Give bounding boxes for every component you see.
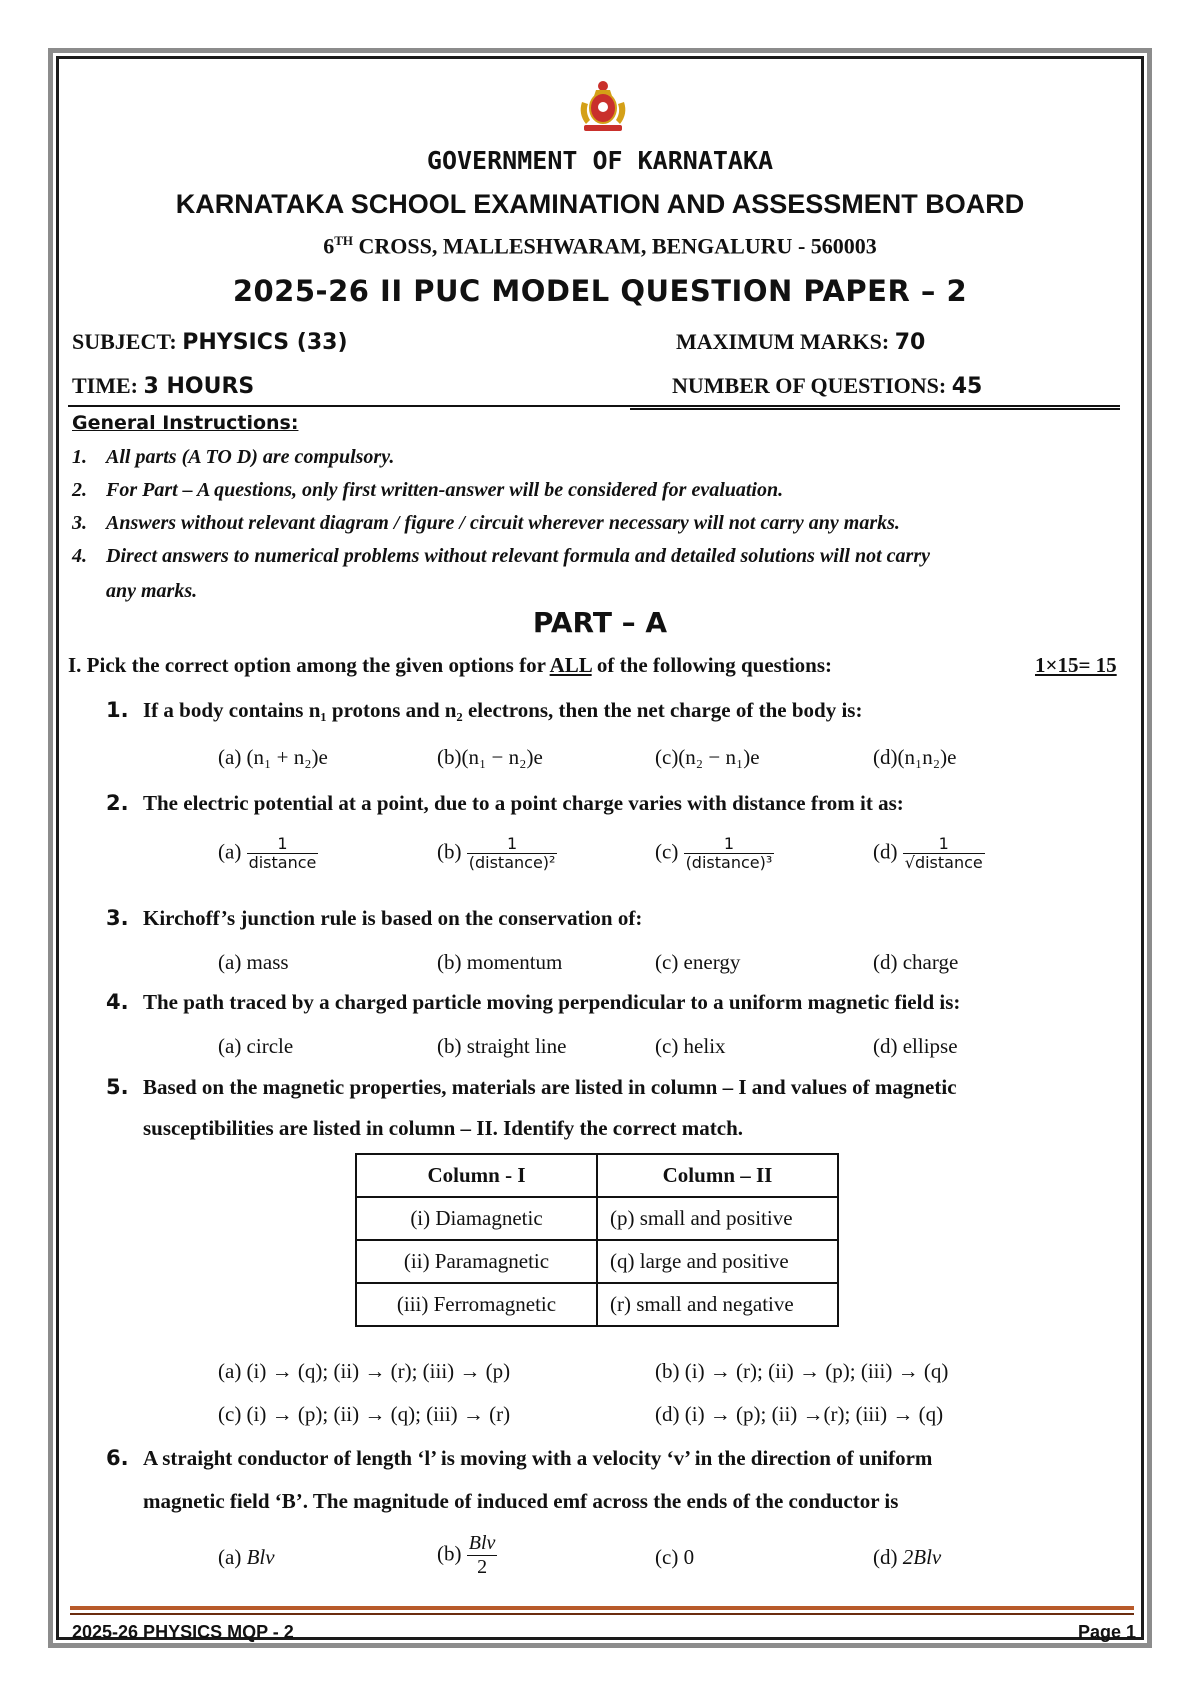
option-b: (b)(n₁ − n₂)e bbox=[437, 745, 543, 769]
table-header: Column – II bbox=[597, 1154, 838, 1197]
board-address: 6TH CROSS, MALLESHWARAM, BENGALURU - 560003 bbox=[323, 233, 877, 259]
option-a: (a) mass bbox=[218, 950, 289, 974]
footer-page-number: Page 1 bbox=[1078, 1622, 1137, 1642]
footer-paper-code: 2025-26 PHYSICS MQP - 2 bbox=[72, 1622, 294, 1642]
table-cell: (r) small and negative bbox=[597, 1283, 838, 1326]
question-number: 5. bbox=[106, 1075, 129, 1099]
instruction-item: 2. For Part – A questions, only first written-answer will be considered for evaluation. bbox=[72, 479, 784, 501]
footer-divider bbox=[70, 1606, 1134, 1610]
option-d: (d) $\frac{1}{\text{√distance}}$ bbox=[873, 834, 983, 873]
section-instruction: I. Pick the correct option among the given options for ALL of the following questions: bbox=[68, 653, 833, 677]
option-c: (c) (i) → (p); (ii) → (q); (iii) → (r) bbox=[218, 1402, 511, 1426]
option-c: (c)(n₂ − n₁)e bbox=[655, 745, 760, 769]
option-b: (b) (i) → (r); (ii) → (p); (iii) → (q) bbox=[655, 1359, 949, 1383]
option-c: (c) 0 bbox=[655, 1545, 695, 1569]
option-a: (a) circle bbox=[218, 1034, 294, 1058]
paper-title: 2025-26 II PUC MODEL QUESTION PAPER – 2 bbox=[232, 274, 968, 308]
option-a: (a) Blv bbox=[218, 1545, 275, 1569]
option-c: (c) helix bbox=[655, 1034, 726, 1058]
question-text-continued: magnetic field ‘B’. The magnitude of induced emf across the ends of the conductor is bbox=[143, 1489, 899, 1513]
match-table bbox=[355, 1153, 839, 1327]
question-number: 1. bbox=[106, 698, 129, 722]
option-d: (d)(n₁n₂)e bbox=[873, 745, 957, 769]
option-d: (d) (i) → (p); (ii) →(r); (iii) → (q) bbox=[655, 1402, 944, 1426]
option-b: (b) straight line bbox=[437, 1034, 567, 1058]
option-a: (a) $\frac{1}{\text{distance}}$ bbox=[218, 834, 317, 873]
table-row bbox=[356, 1197, 838, 1240]
section-marks: 1×15= 15 bbox=[1035, 653, 1117, 677]
question-text: Kirchoff’s junction rule is based on the conservation of: bbox=[143, 906, 643, 930]
instruction-item: 4. Direct answers to numerical problems without relevant formula and detailed solutions will not carry bbox=[72, 545, 930, 567]
num-questions-field: NUMBER OF QUESTIONS: 45 bbox=[672, 373, 983, 399]
option-b: (b) momentum bbox=[437, 950, 563, 974]
question-text: Based on the magnetic properties, materials are listed in column – I and values of magnetic bbox=[143, 1075, 957, 1099]
question-text: The path traced by a charged particle moving perpendicular to a uniform magnetic field is: bbox=[143, 990, 961, 1014]
question-number: 3. bbox=[106, 906, 129, 930]
option-c: (c) energy bbox=[655, 950, 741, 974]
question-number: 6. bbox=[106, 1446, 129, 1470]
option-b: (b) $\frac{\text{Blv}}{2}$ bbox=[437, 1532, 496, 1578]
header-divider-accent bbox=[630, 408, 1120, 410]
question-text: If a body contains n₁ protons and n₂ electrons, then the net charge of the body is: bbox=[143, 698, 863, 722]
table-row bbox=[356, 1240, 838, 1283]
instruction-item: any marks. bbox=[106, 580, 198, 602]
footer-divider-thin bbox=[70, 1613, 1134, 1615]
karnataka-emblem-icon bbox=[574, 76, 632, 134]
part-a-heading: PART – A bbox=[532, 606, 668, 639]
option-d: (d) charge bbox=[873, 950, 959, 974]
board-title: KARNATAKA SCHOOL EXAMINATION AND ASSESSMENT BOARD bbox=[175, 189, 1025, 219]
question-text: The electric potential at a point, due to a point charge varies with distance from it as: bbox=[143, 791, 904, 815]
table-header-row bbox=[356, 1154, 838, 1197]
government-title: GOVERNMENT OF KARNATAKA bbox=[426, 146, 774, 175]
option-d: (d) ellipse bbox=[873, 1034, 958, 1058]
question-text-continued: susceptibilities are listed in column – II. Identify the correct match. bbox=[143, 1116, 744, 1140]
option-b: (b) $\frac{1}{\text{(distance)²}}$ bbox=[437, 834, 556, 873]
option-a: (a) (n₁ + n₂)e bbox=[218, 745, 328, 769]
table-cell: (p) small and positive bbox=[597, 1197, 838, 1240]
table-row bbox=[356, 1283, 838, 1326]
question-number: 2. bbox=[106, 791, 129, 815]
header-divider bbox=[68, 405, 1120, 407]
instructions-heading: General Instructions: bbox=[72, 412, 299, 434]
table-cell: (ii) Paramagnetic bbox=[356, 1240, 597, 1283]
option-d: (d) 2Blv bbox=[873, 1545, 942, 1569]
question-number: 4. bbox=[106, 990, 129, 1014]
option-c: (c) $\frac{1}{\text{(distance)³}}$ bbox=[655, 834, 773, 873]
instruction-item: 1. All parts (A TO D) are compulsory. bbox=[72, 446, 395, 468]
max-marks-field: MAXIMUM MARKS: 70 bbox=[676, 329, 926, 355]
table-header: Column - I bbox=[356, 1154, 597, 1197]
subject-field: SUBJECT: PHYSICS (33) bbox=[72, 329, 348, 355]
option-a: (a) (i) → (q); (ii) → (r); (iii) → (p) bbox=[218, 1359, 511, 1383]
table-cell: (i) Diamagnetic bbox=[356, 1197, 597, 1240]
question-text: A straight conductor of length ‘l’ is moving with a velocity ‘v’ in the direction of uniform bbox=[143, 1446, 933, 1470]
table-cell: (q) large and positive bbox=[597, 1240, 838, 1283]
time-field: TIME: 3 HOURS bbox=[72, 373, 255, 399]
table-cell: (iii) Ferromagnetic bbox=[356, 1283, 597, 1326]
instruction-item: 3. Answers without relevant diagram / figure / circuit wherever necessary will not carry any marks. bbox=[72, 512, 900, 534]
